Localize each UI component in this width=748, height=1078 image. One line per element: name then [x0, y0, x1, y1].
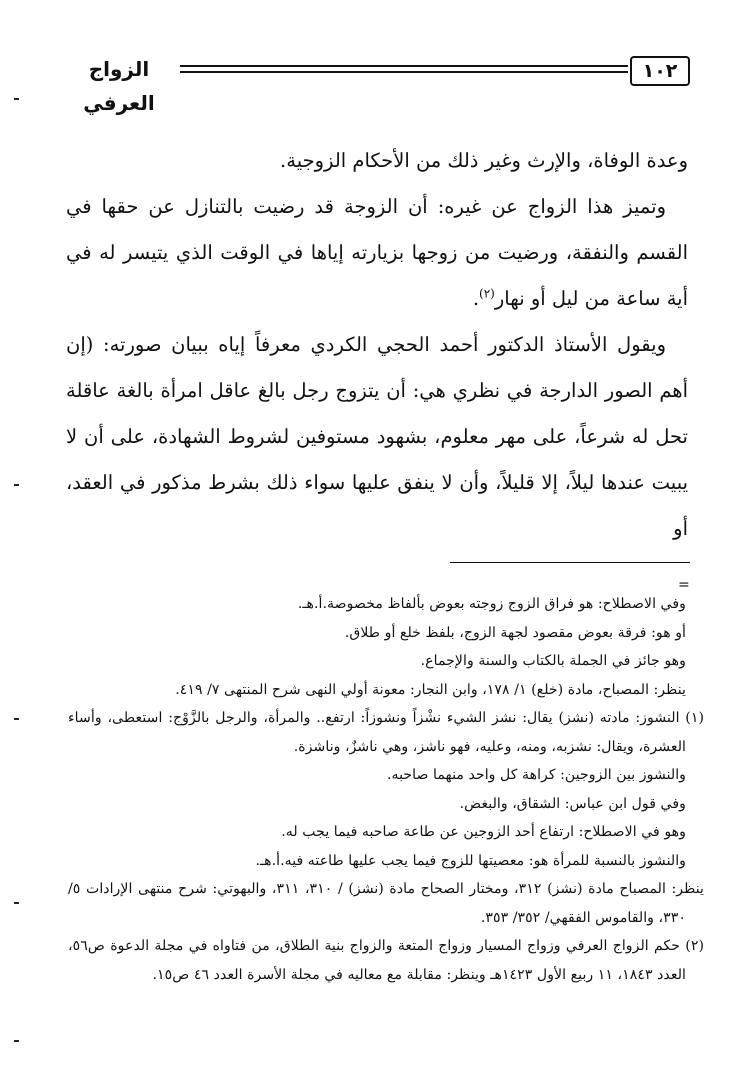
paragraph-3: ويقول الأستاذ الدكتور أحمد الحجي الكردي معرفاً إياه ببيان صورته: (إن أهم الصور الدارجة في نظري هي: أن يتزوج رجل بالغ عاقل امرأة بالغة عاقلة تحل له شرعاً، على مهر معلوم، بشهود مستوفين لشروط الشهادة، على أن لا يبيت عندها ليلاً، إلا قليلاً، وأن لا ينفق عليها سواء ذلك بشرط مذكور في العقد، أو [66, 333, 688, 540]
footnotes [68, 590, 704, 989]
main-text [66, 138, 688, 552]
running-title: الزواج العرفي [83, 57, 155, 115]
margin-mark [14, 1040, 19, 1042]
footnote-line: وهو جائز في الجملة بالكتاب والسنة والإجماع. [420, 653, 686, 669]
margin-mark [14, 718, 19, 720]
footnote-separator [450, 562, 690, 563]
margin-mark [14, 902, 19, 904]
margin-mark [14, 98, 19, 100]
footnote-ref-2: (٢) [479, 286, 495, 301]
footnote-line: والنشوز بين الزوجين: كراهة كل واحد منهما صاحبه. [386, 767, 686, 783]
footnote-continuation-mark: = [678, 577, 690, 593]
footnote-line: أو هو: فرقة بعوض مقصود لجهة الزوج، بلفظ خلع أو طلاق. [344, 624, 686, 641]
footnote-line: وهو في الاصطلاح: ارتفاع أحد الزوجين عن طاعة صاحبه فيما يجب له. [281, 824, 686, 840]
footnote-2: (٢) حكم الزواج العرفي وزواج المسيار وزواج المتعة والزواج بنية الطلاق، من فتاواه في مجلة الدعوة ص٥٦، العدد ١٨٤٣، ١١ ربيع الأول ١٤٢٣هـ وينظر: مقابلة مع معاليه في مجلة الأسرة العدد ٤٦ ص١٥. [68, 938, 704, 983]
header-rule-bottom [180, 71, 628, 73]
footnote-1: (١) النشوز: مادته (نشز) يقال: نشز الشيء نشْزاً ونشوزاً: ارتفع.. والمرأة، والرجل بالزَّوْج: استعطى، وأساء العشرة، ويقال: نشزبه، ومنه، وعليه، فهو ناشز، وهي ناشزٌ، وناشزة. [68, 710, 704, 755]
footnote-line: ينظر: المصباح، مادة (خلع) ١/ ١٧٨، وابن النجار: معونة أولي النهى شرح المنتهى ٧/ ٤١٩. [175, 681, 686, 698]
paragraph-2-text: وتميز هذا الزواج عن غيره: أن الزوجة قد رضيت بالتنازل عن حقها في القسم والنفقة، ورضيت من زوجها بزيارته إياها في الوقت الذي يتيسر له في أية ساعة من ليل أو نهار [66, 195, 688, 310]
footnote-line: وفي الاصطلاح: هو فراق الزوج زوجته بعوض بألفاظ مخصوصة.أ.هـ. [297, 596, 686, 612]
margin-mark [14, 484, 19, 486]
paragraph-1: وعدة الوفاة، والإرث وغير ذلك من الأحكام الزوجية. [280, 149, 688, 172]
header-rule-top [180, 65, 628, 67]
footnote-line: وفي قول ابن عباس: الشقاق، والبغض. [459, 795, 686, 812]
paragraph-2-end: . [472, 287, 480, 310]
page-number: ١٠٢ [630, 56, 690, 86]
footnote-references: ينظر: المصباح مادة (نشز) ٣١٢، ومختار الصحاح مادة (نشز) / ٣١٠، ٣١١، والبهوتي: شرح منتهى الإرادات ٥/ ٣٣٠، والقاموس الفقهي/ ٣٥٢/ ٣٥٣. [68, 881, 704, 926]
page-header [62, 52, 690, 115]
footnote-line: والنشوز بالنسبة للمرأة هو: معصيتها للزوج فيما يجب عليها طاعته فيه.أ.هـ. [255, 852, 686, 869]
paragraph-2 [66, 184, 688, 322]
